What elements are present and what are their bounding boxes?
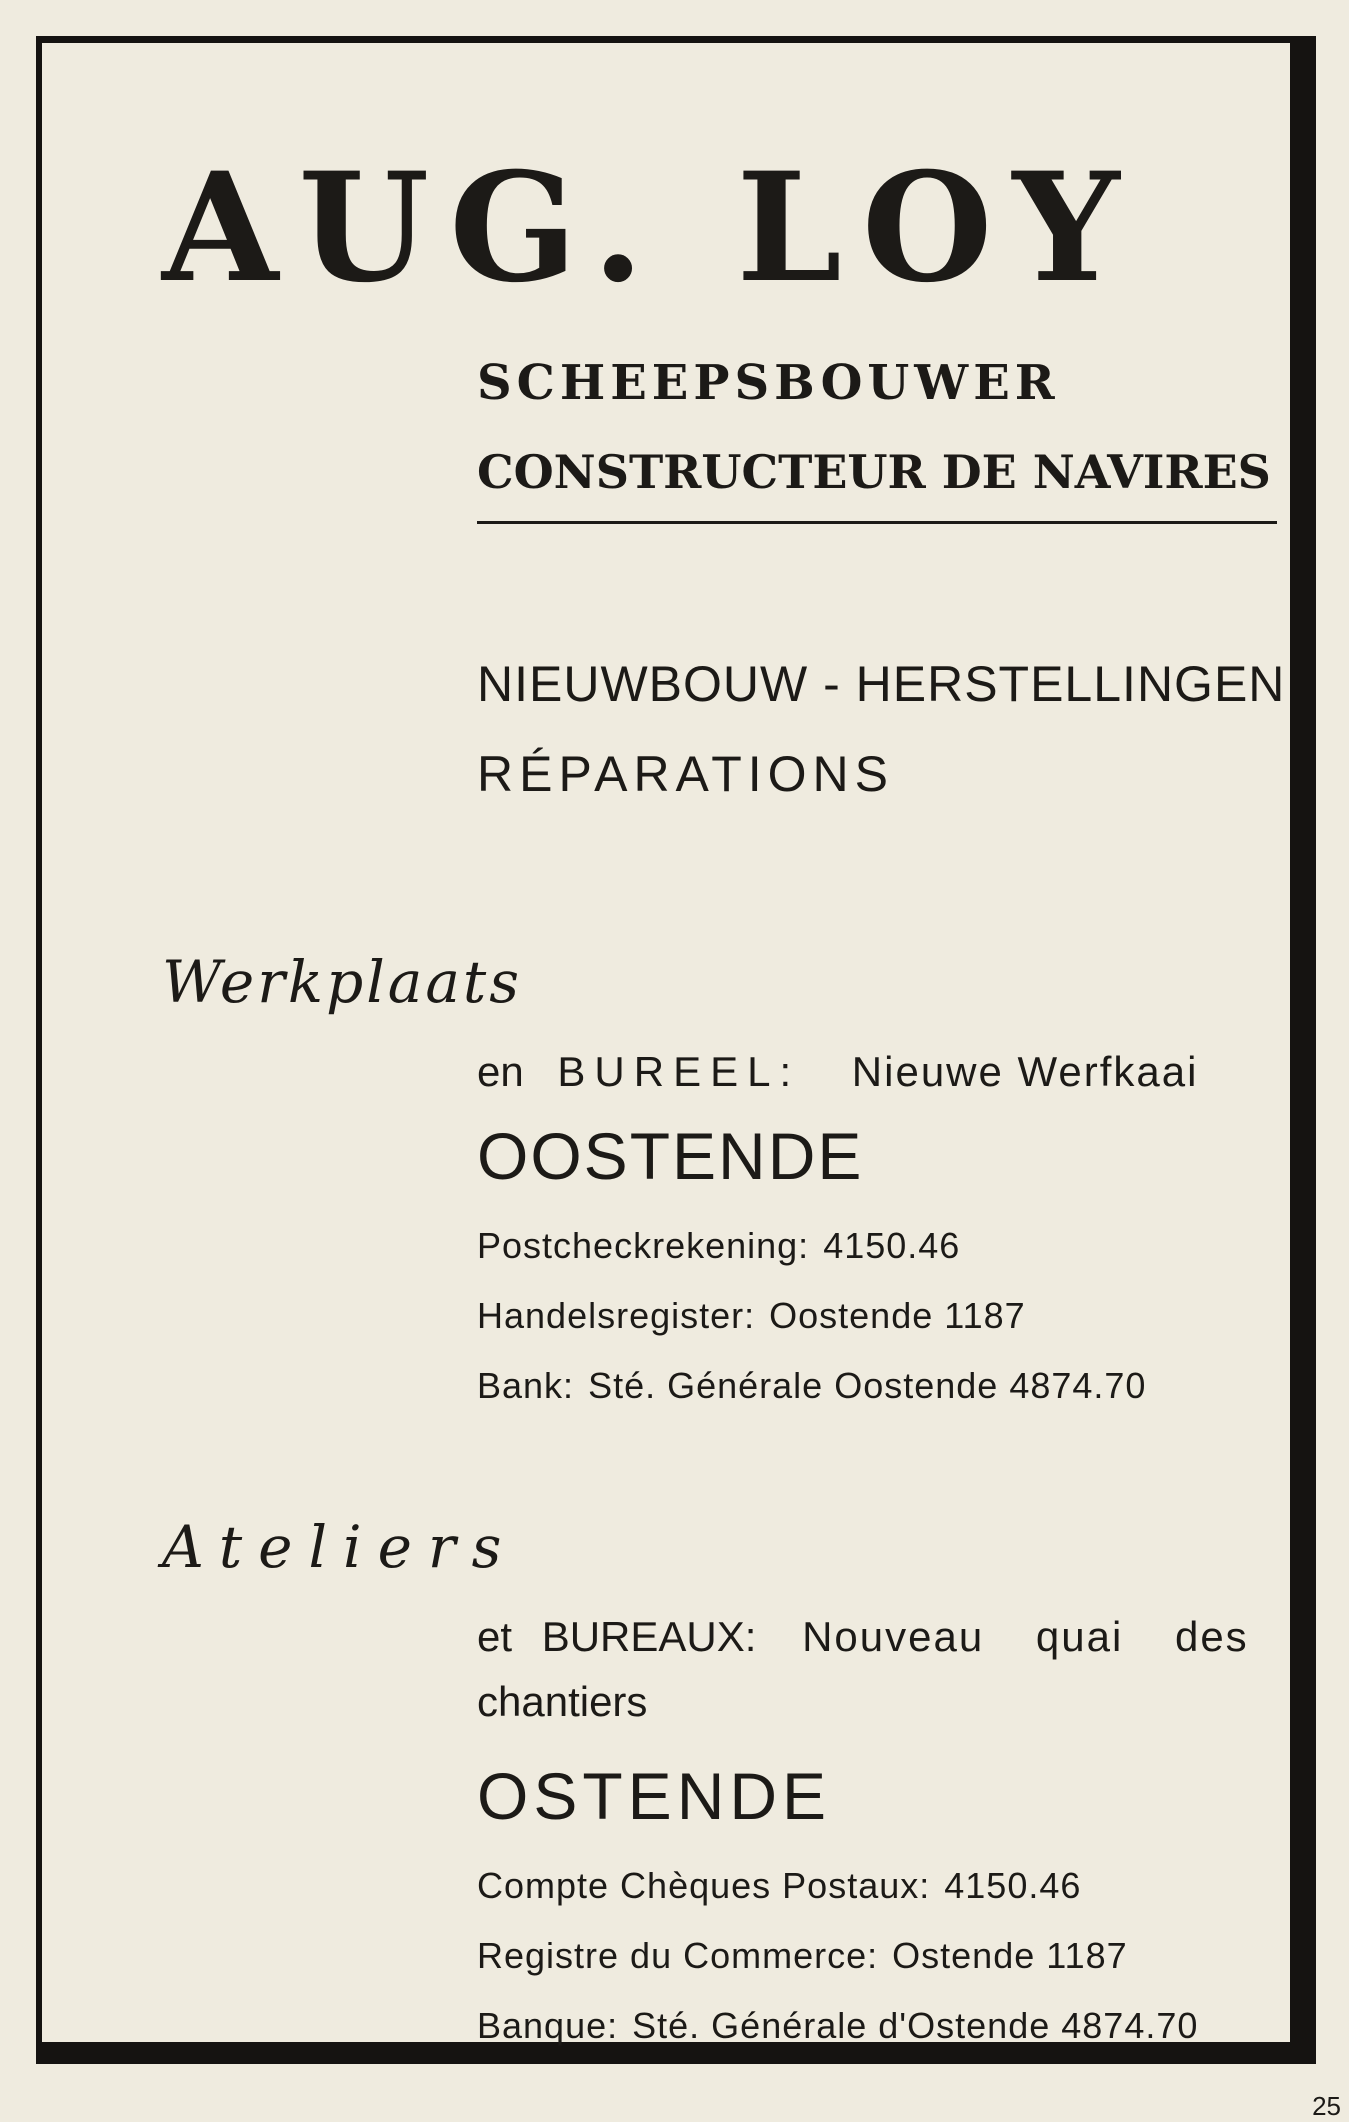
address-label: BUREEL:: [557, 1048, 801, 1095]
services-line-1: NIEUWBOUW - HERSTELLINGEN: [477, 656, 1286, 712]
city-oostende: OOSTENDE: [477, 1119, 864, 1193]
address-prefix: et: [477, 1613, 513, 1660]
detail-label: Registre du Commerce:: [477, 1935, 879, 1976]
subtitle-french: CONSTRUCTEUR DE NAVIRES: [477, 445, 1271, 499]
detail-row: [477, 1365, 1146, 1407]
detail-value: Oostende 1187: [769, 1295, 1026, 1336]
address-french-continued: chantiers: [477, 1678, 648, 1725]
section-title-ateliers: Ateliers: [162, 1513, 518, 1581]
address-street: Nouveau quai des: [802, 1613, 1249, 1660]
address-french: [477, 1613, 1249, 1661]
detail-row: [477, 1295, 1026, 1337]
company-name: AUG. LOY: [162, 140, 1140, 316]
detail-label: Bank:: [477, 1365, 575, 1406]
detail-value: 4150.46: [944, 1865, 1082, 1906]
detail-value: Sté. Générale d'Ostende 4874.70: [632, 2005, 1199, 2046]
detail-label: Banque:: [477, 2005, 619, 2046]
section-title-werkplaats: Werkplaats: [162, 948, 522, 1016]
detail-value: 4150.46: [823, 1225, 961, 1266]
detail-row: [477, 2005, 1198, 2047]
detail-label: Handelsregister:: [477, 1295, 756, 1336]
subtitle-dutch: SCHEEPSBOUWER: [477, 355, 1060, 411]
ad-frame: [36, 36, 1316, 2064]
address-prefix: en: [477, 1048, 524, 1095]
address-street: Nieuwe Werfkaai: [851, 1048, 1199, 1095]
services-line-2: RÉPARATIONS: [477, 746, 894, 802]
detail-label: Compte Chèques Postaux:: [477, 1865, 931, 1906]
detail-row: [477, 1865, 1081, 1907]
address-label: BUREAUX:: [541, 1613, 757, 1660]
detail-value: Ostende 1187: [892, 1935, 1128, 1976]
detail-label: Postcheckrekening:: [477, 1225, 810, 1266]
detail-value: Sté. Générale Oostende 4874.70: [588, 1365, 1147, 1406]
address-dutch: [477, 1048, 1198, 1096]
detail-row: [477, 1935, 1128, 1977]
city-ostende: OSTENDE: [477, 1759, 832, 1833]
divider: [477, 521, 1277, 524]
detail-row: [477, 1225, 960, 1267]
page-number: 25: [1312, 2091, 1341, 2121]
